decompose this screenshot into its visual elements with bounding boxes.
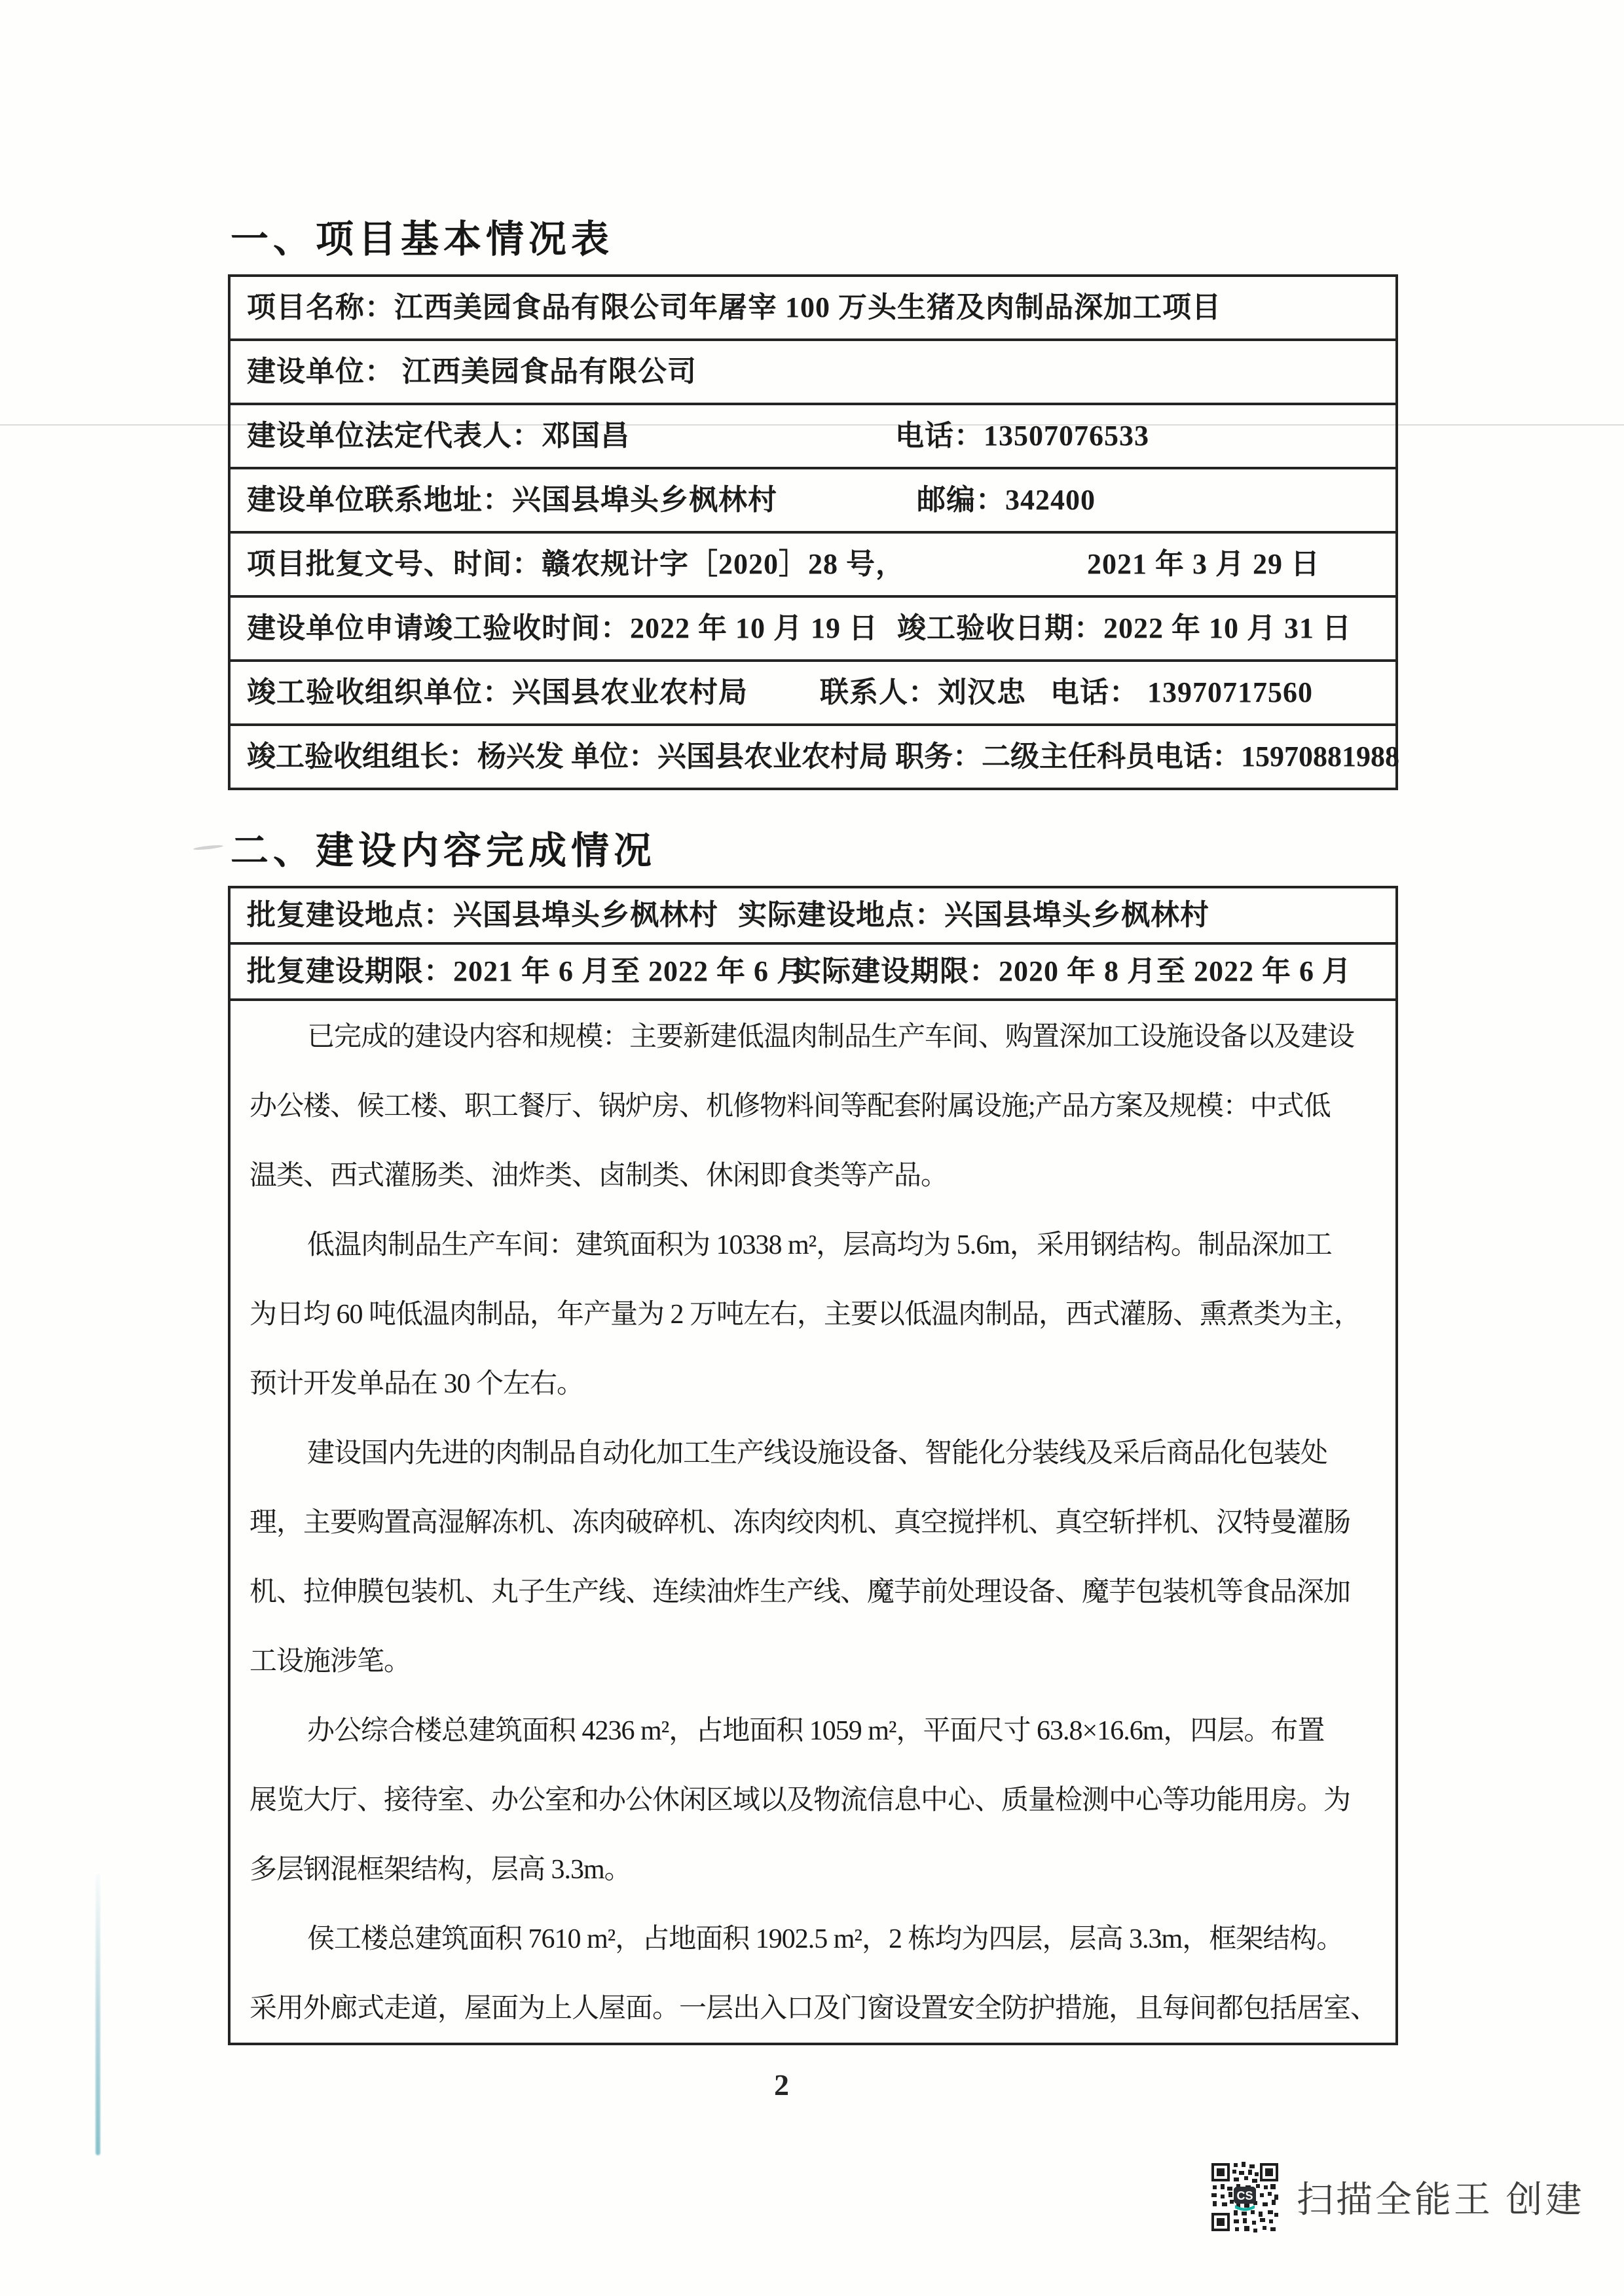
table-row-construction-location (231, 888, 1395, 945)
completion-description-cell (231, 1001, 1395, 2043)
body-line: 展览大厅、接待室、办公室和办公休闲区域以及物流信息中心、质量检测中心等功能用房。为 (249, 1785, 1351, 1815)
legal-representative-cell: 建设单位法定代表人：邓国昌 (247, 420, 630, 452)
qr-code (1210, 2160, 1280, 2234)
postal-code-cell: 邮编：342400 (917, 484, 1096, 516)
table-row-acceptance-application (231, 598, 1395, 662)
table-row-legal-representative (231, 405, 1395, 469)
body-line: 为日均 60 吨低温肉制品，年产量为 2 万吨左右，主要以低温肉制品，西式灌肠、熏煮类为主， (249, 1300, 1361, 1330)
approval-date-cell: 2021 年 3 月 29 日 (1087, 548, 1320, 580)
table-row-contact-address (231, 469, 1395, 534)
body-line: 已完成的建设内容和规模：主要新建低温肉制品生产车间、购置深加工设施设备以及建设 (307, 1022, 1355, 1052)
body-line: 机、拉伸膜包装机、丸子生产线、连续油炸生产线、魔芋前处理设备、魔芋包装机等食品深加 (249, 1577, 1351, 1607)
approval-document-cell: 项目批复文号、时间：赣农规计字［2020］28 号 (247, 548, 876, 580)
body-line: 建设国内先进的肉制品自动化加工生产线设施设备、智能化分装线及采后商品化包装处 (307, 1438, 1328, 1468)
body-line: 多层钢混框架结构，层高 3.3m。 (249, 1855, 631, 1885)
acceptance-date-cell: 竣工验收日期：2022 年 10 月 31 日 (897, 612, 1352, 644)
approved-period-cell: 批复建设期限：2021 年 6 月至 2022 年 6 月 (247, 955, 806, 987)
scan-artifact-blue-streak (96, 1874, 100, 2155)
table-row-construction-period (231, 945, 1395, 1001)
body-line: 侯工楼总建筑面积 7610 m²，占地面积 1902.5 m²，2 栋均为四层，层高 3.3m，框架结构。 (307, 1924, 1344, 1954)
body-line: 办公综合楼总建筑面积 4236 m²，占地面积 1059 m²，平面尺寸 63.8×16.6m，四层。布置 (307, 1716, 1325, 1746)
phone-cell: 电话：13507076533 (895, 420, 1149, 452)
table-row-acceptance-team-leader (231, 726, 1399, 788)
contact-phone-number: 13970717560 (1147, 676, 1313, 708)
contact-address-cell: 建设单位联系地址：兴国县埠头乡枫林村 (247, 484, 777, 516)
table-row-approval-document (231, 534, 1395, 598)
project-name-cell: 项目名称：江西美园食品有限公司年屠宰 100 万头生猪及肉制品深加工项目 (247, 291, 1221, 323)
body-line: 预计开发单品在 30 个左右。 (249, 1369, 584, 1399)
contact-person-cell: 联系人：刘汉忠 (820, 676, 1026, 708)
table-row-project-name (231, 277, 1395, 341)
body-line: 温类、西式灌肠类、油炸类、卤制类、休闲即食类等产品。 (249, 1161, 948, 1191)
body-line: 理，主要购置高湿解冻机、冻肉破碎机、冻肉绞肉机、真空搅拌机、真空斩拌机、汉特曼灌肠 (249, 1508, 1351, 1538)
page-number: 2 (774, 2068, 789, 2102)
body-line: 工设施涉笔。 (249, 1647, 411, 1677)
approval-comma: ， (876, 548, 905, 580)
body-line: 低温肉制品生产车间：建筑面积为 10338 m²，层高均为 5.6m，采用钢结构。制品深加工 (307, 1230, 1332, 1260)
body-line: 采用外廊式走道，屋面为上人屋面。一层出入口及门窗设置安全防护措施，且每间都包括居室、 (249, 1994, 1378, 2024)
section2-title: 二、建设内容完成情况 (231, 829, 657, 872)
actual-period-cell: 实际建设期限：2020 年 8 月至 2022 年 6 月 (792, 955, 1352, 987)
construction-completion-table (228, 886, 1398, 2045)
table-row-construction-unit (231, 341, 1395, 405)
body-line: 办公楼、候工楼、职工餐厅、锅炉房、机修物料间等配套附属设施;产品方案及规模：中式低 (249, 1091, 1331, 1121)
section1-title: 一、项目基本情况表 (231, 218, 614, 261)
construction-unit-cell: 建设单位： 江西美园食品有限公司 (247, 355, 697, 388)
approved-location-cell: 批复建设地点：兴国县埠头乡枫林村 (247, 899, 718, 931)
actual-location-cell: 实际建设地点：兴国县埠头乡枫林村 (738, 899, 1209, 931)
project-basic-info-table (228, 274, 1398, 790)
contact-phone-label: 电话： (1050, 676, 1139, 708)
footer-brand (1210, 2159, 1585, 2235)
acceptance-organizer-cell: 竣工验收组织单位：兴国县农业农村局 (247, 676, 748, 708)
svg-text:CS: CS (1236, 2189, 1253, 2202)
scan-artifact-smudge (193, 845, 223, 851)
acceptance-team-leader-cell: 竣工验收组组长：杨兴发 单位：兴国县农业农村局 职务：二级主任科员电话：15970881988 (247, 740, 1399, 773)
scanner-app-label: 扫描全能王 创建 (1297, 2179, 1585, 2220)
acceptance-application-cell: 建设单位申请竣工验收时间：2022 年 10 月 19 日 (247, 612, 878, 644)
table-row-acceptance-organizer (231, 662, 1395, 726)
